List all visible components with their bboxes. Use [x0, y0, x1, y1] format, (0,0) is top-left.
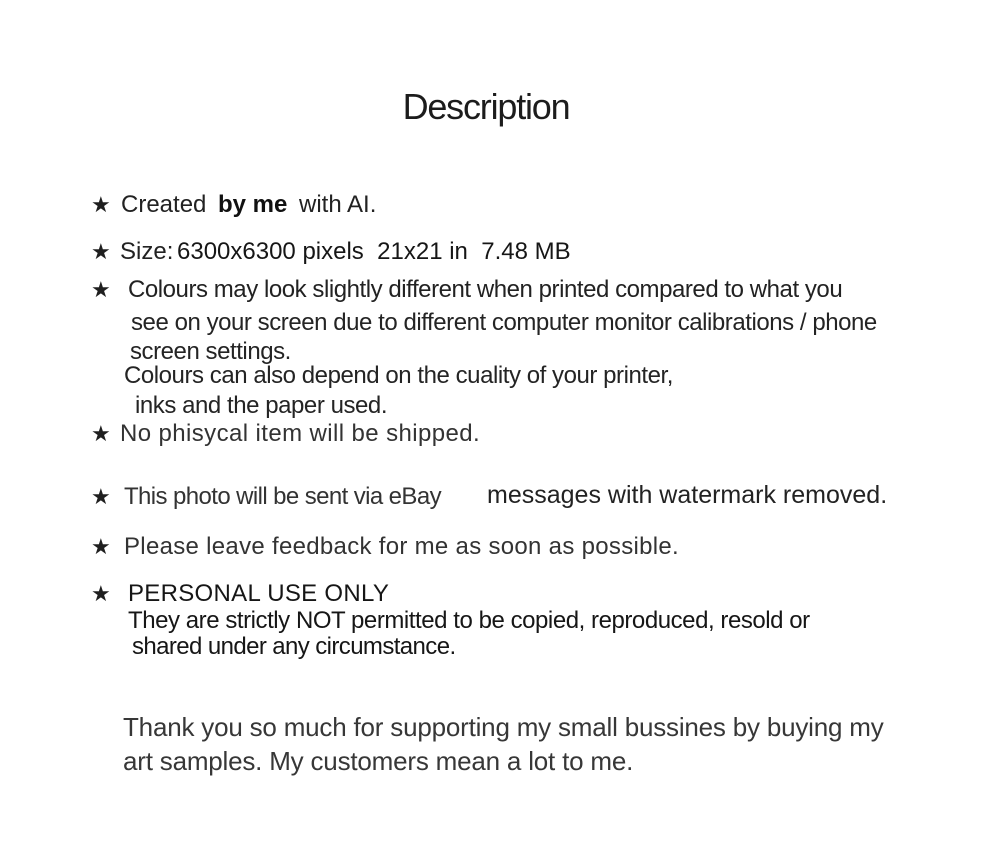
star-bullet-icon: ★	[91, 192, 111, 217]
colours-line4: Colours can also depend on the cuality of your printer,	[124, 362, 673, 389]
bullet-created	[91, 191, 961, 221]
bullet-personal	[91, 580, 961, 610]
closing-line2: art samples. My customers mean a lot to me.	[123, 746, 634, 776]
photo-text-part2: messages with watermark removed.	[487, 481, 888, 509]
personal-line3: shared under any circumstance.	[132, 633, 456, 660]
feedback-text: Please leave feedback for me as soon as possible.	[124, 533, 680, 560]
colours-line2: see on your screen due to different computer monitor calibrations / phone	[131, 309, 877, 336]
bullet-shipping	[91, 420, 961, 450]
star-bullet-icon: ★	[91, 239, 111, 264]
colours-line3: screen settings.	[130, 338, 291, 365]
star-bullet-icon: ★	[91, 277, 111, 302]
closing-line1: Thank you so much for supporting my small bussines by buying my	[123, 712, 884, 742]
created-with-ai-text: with AI.	[299, 191, 377, 218]
colours-line5: inks and the paper used.	[135, 392, 388, 419]
colours-line1: Colours may look slightly different when printed compared to what you	[128, 276, 843, 303]
star-bullet-icon: ★	[91, 581, 111, 606]
personal-line2: They are strictly NOT permitted to be copied, reproduced, resold or	[128, 607, 810, 634]
created-text: Created	[121, 191, 207, 218]
page-title: Description	[402, 86, 570, 127]
bullet-photo	[91, 483, 971, 513]
size-label: Size:	[120, 238, 174, 265]
star-bullet-icon: ★	[91, 421, 111, 446]
bullet-colours	[91, 276, 971, 306]
size-value: 6300x6300 pixels 21x21 in 7.48 MB	[177, 238, 571, 265]
created-by-me-text: by me	[218, 191, 288, 218]
star-bullet-icon: ★	[91, 534, 111, 559]
bullet-size	[91, 238, 961, 268]
personal-line1: PERSONAL USE ONLY	[128, 580, 390, 607]
bullet-feedback	[91, 533, 961, 563]
photo-text-part1: This photo will be sent via eBay	[124, 483, 441, 510]
shipping-text: No phisycal item will be shipped.	[120, 420, 481, 447]
star-bullet-icon: ★	[91, 484, 111, 509]
